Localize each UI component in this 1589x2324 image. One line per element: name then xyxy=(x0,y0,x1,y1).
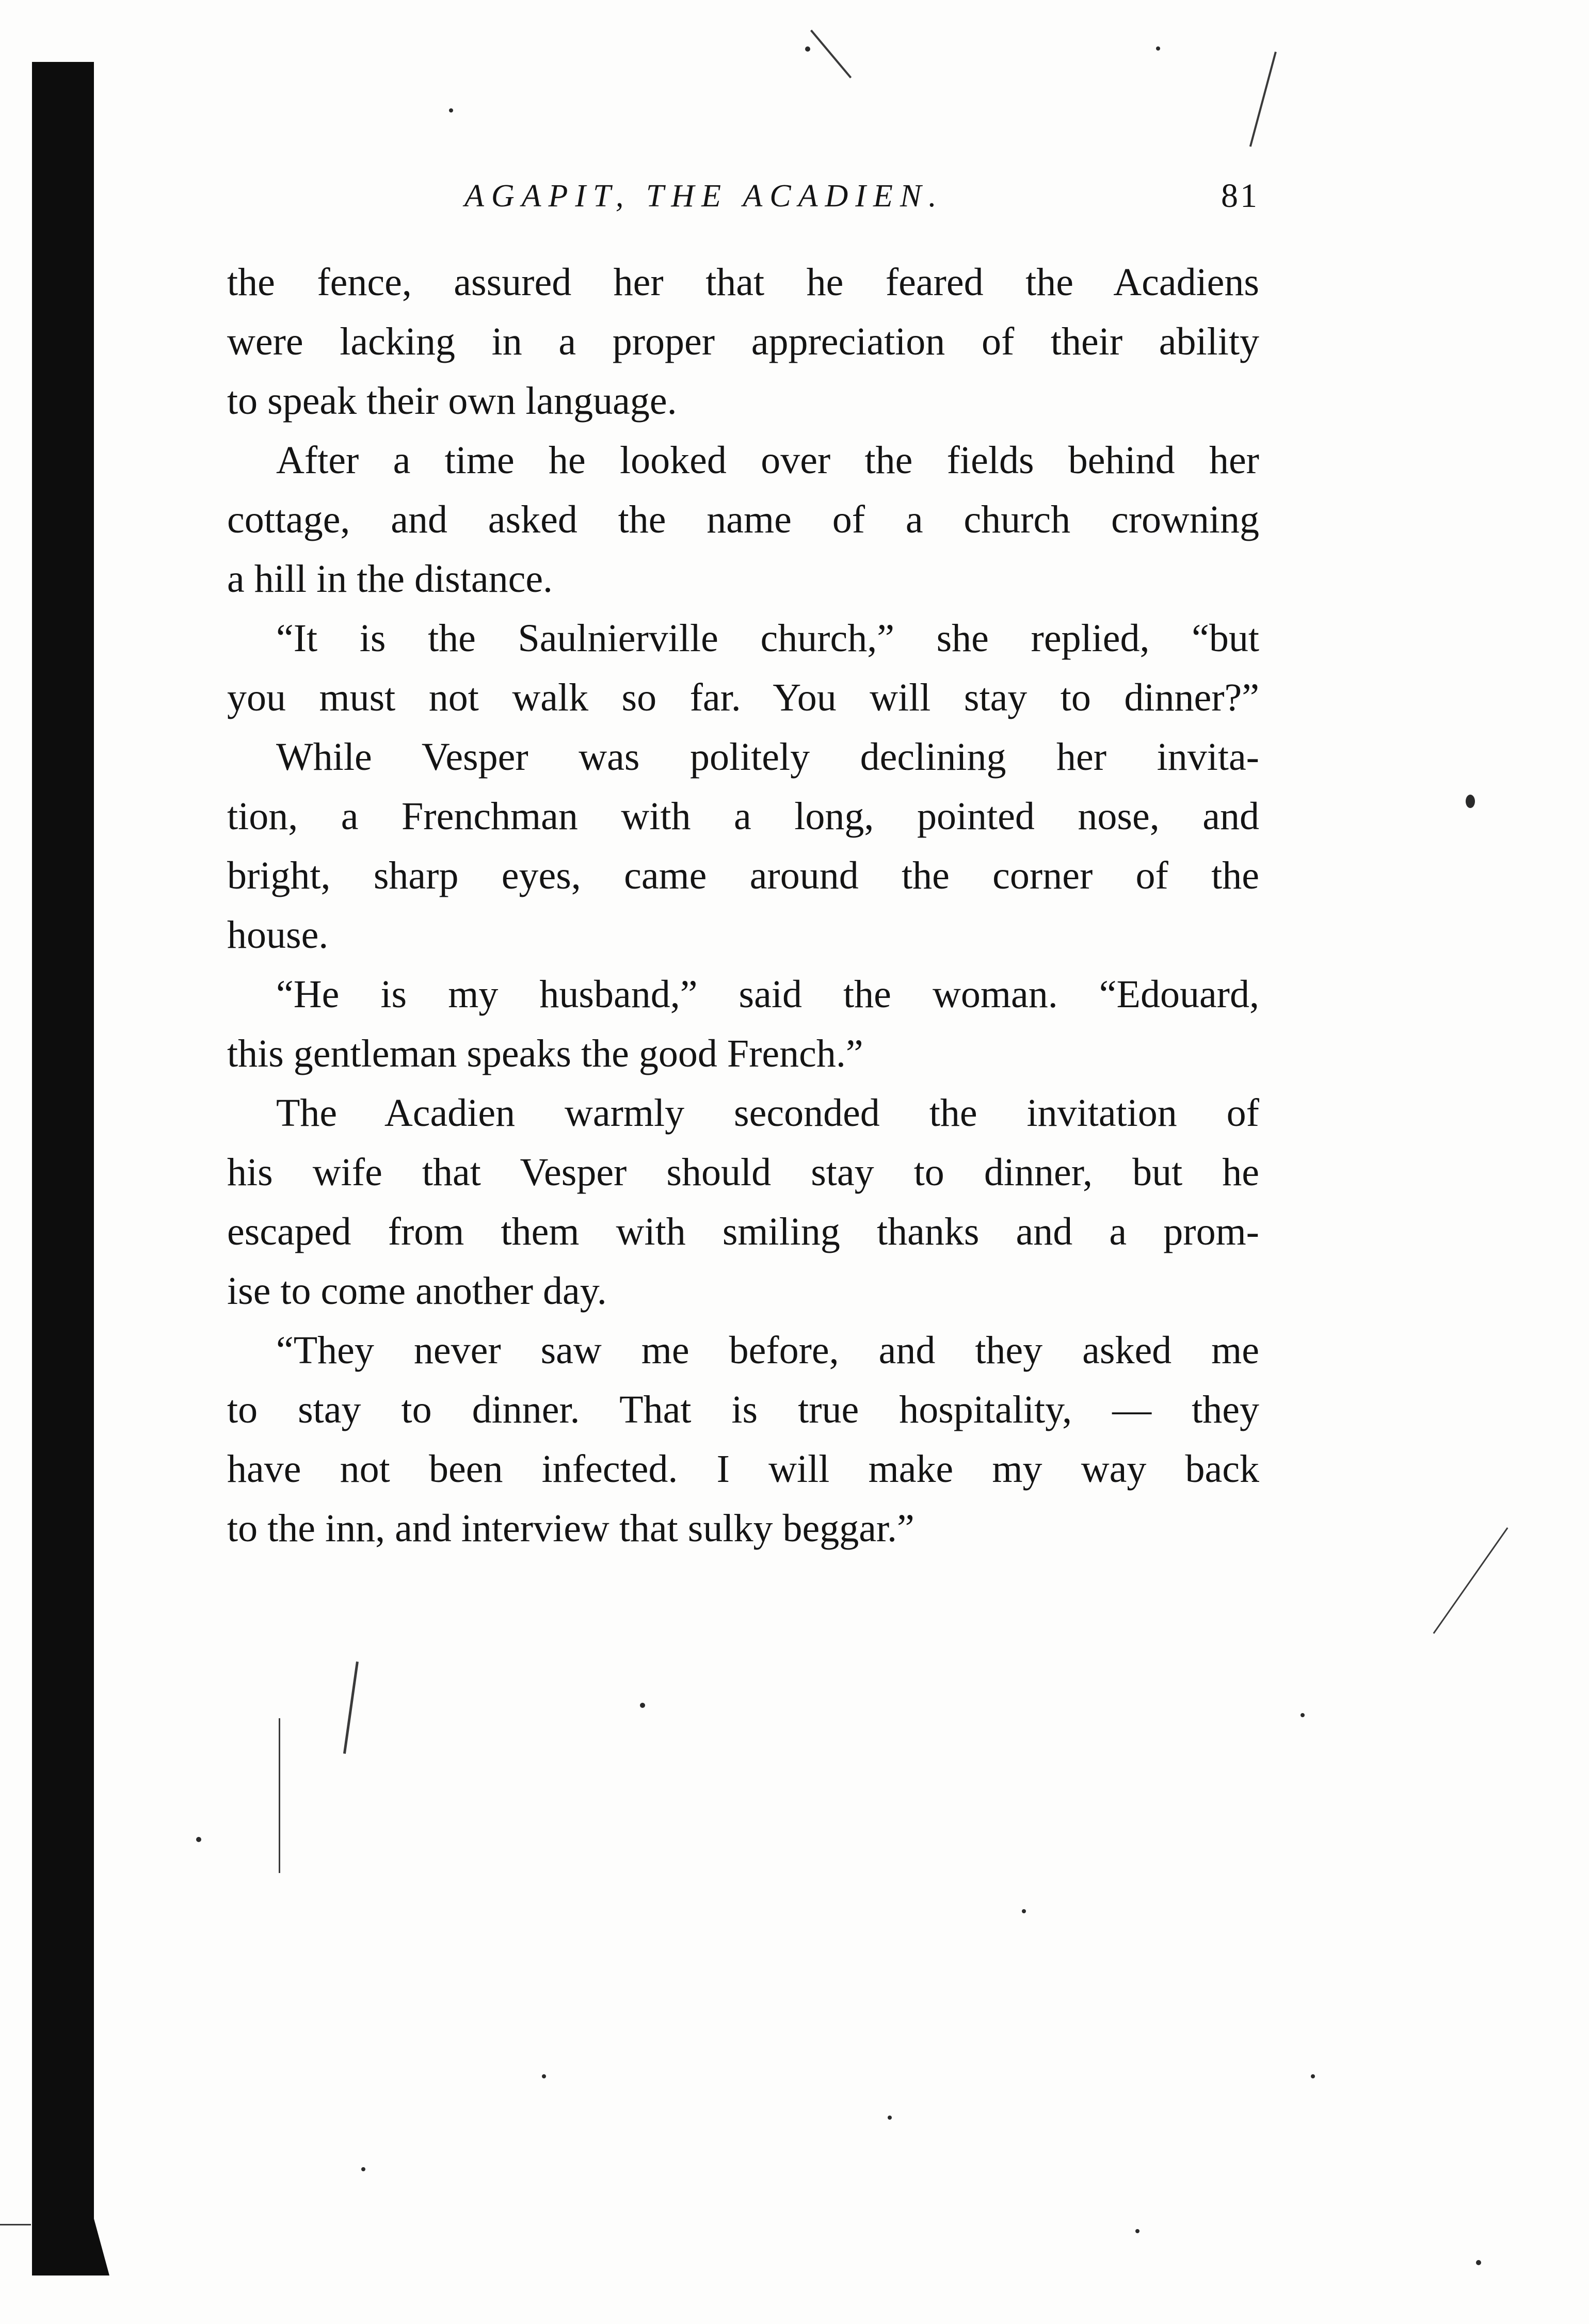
scan-speck xyxy=(1156,46,1160,51)
text-line: to stay to dinner. That is true hospitality, — they xyxy=(227,1388,1259,1431)
text-line: While Vesper was politely declining her invita- xyxy=(276,735,1259,779)
text-line: this gentleman speaks the good French.” xyxy=(227,1032,863,1075)
text-line: After a time he looked over the fields behind her xyxy=(276,439,1259,482)
running-title: AGAPIT, THE ACADIEN. xyxy=(464,179,944,214)
scan-speck xyxy=(805,46,810,52)
text-line: were lacking in a proper appreciation of their ability xyxy=(227,320,1259,363)
scan-mark xyxy=(279,1718,280,1873)
scan-speck xyxy=(888,2116,892,2120)
scan-mark xyxy=(343,1661,359,1754)
body-text xyxy=(227,253,1259,1594)
text-line: “It is the Saulnierville church,” she replied, “but xyxy=(276,617,1259,660)
scan-speck xyxy=(542,2074,546,2078)
scan-speck xyxy=(640,1703,645,1708)
text-line: “He is my husband,” said the woman. “Edouard, xyxy=(276,973,1259,1016)
scan-speck xyxy=(449,108,453,112)
scan-speck xyxy=(1476,2260,1481,2265)
scan-mark xyxy=(1433,1527,1508,1634)
scan-mark xyxy=(810,29,852,78)
text-line: have not been infected. I will make my way back xyxy=(227,1447,1259,1491)
scan-speck xyxy=(1466,795,1475,808)
scan-mark xyxy=(1249,52,1277,147)
scan-speck xyxy=(361,2167,365,2171)
text-line: bright, sharp eyes, came around the corner of the xyxy=(227,854,1259,897)
binding-shadow-tip xyxy=(32,2219,109,2275)
text-line: escaped from them with smiling thanks and a prom- xyxy=(227,1210,1259,1253)
running-head xyxy=(227,170,1259,222)
text-line: The Acadien warmly seconded the invitation of xyxy=(276,1091,1259,1135)
text-line: to speak their own language. xyxy=(227,379,677,423)
text-line: to the inn, and interview that sulky beggar.” xyxy=(227,1507,914,1550)
text-line: “They never saw me before, and they asked me xyxy=(276,1329,1259,1372)
page-number: 81 xyxy=(1221,177,1259,215)
text-line: cottage, and asked the name of a church crowning xyxy=(227,498,1259,541)
text-line: tion, a Frenchman with a long, pointed nose, and xyxy=(227,795,1259,838)
text-line: a hill in the distance. xyxy=(227,557,553,601)
scan-mark xyxy=(0,2224,31,2225)
scan-speck xyxy=(1135,2229,1139,2233)
scan-speck xyxy=(1311,2074,1315,2078)
text-line: his wife that Vesper should stay to dinner, but he xyxy=(227,1151,1259,1194)
binding-shadow xyxy=(32,62,94,2275)
scan-speck xyxy=(196,1837,201,1842)
text-line: you must not walk so far. You will stay to dinner?” xyxy=(227,676,1259,719)
scan-speck xyxy=(1022,1909,1026,1913)
text-line: ise to come another day. xyxy=(227,1269,607,1313)
text-line: house. xyxy=(227,913,329,957)
text-line: the fence, assured her that he feared the Acadiens xyxy=(227,261,1259,304)
scan-speck xyxy=(1301,1713,1305,1717)
